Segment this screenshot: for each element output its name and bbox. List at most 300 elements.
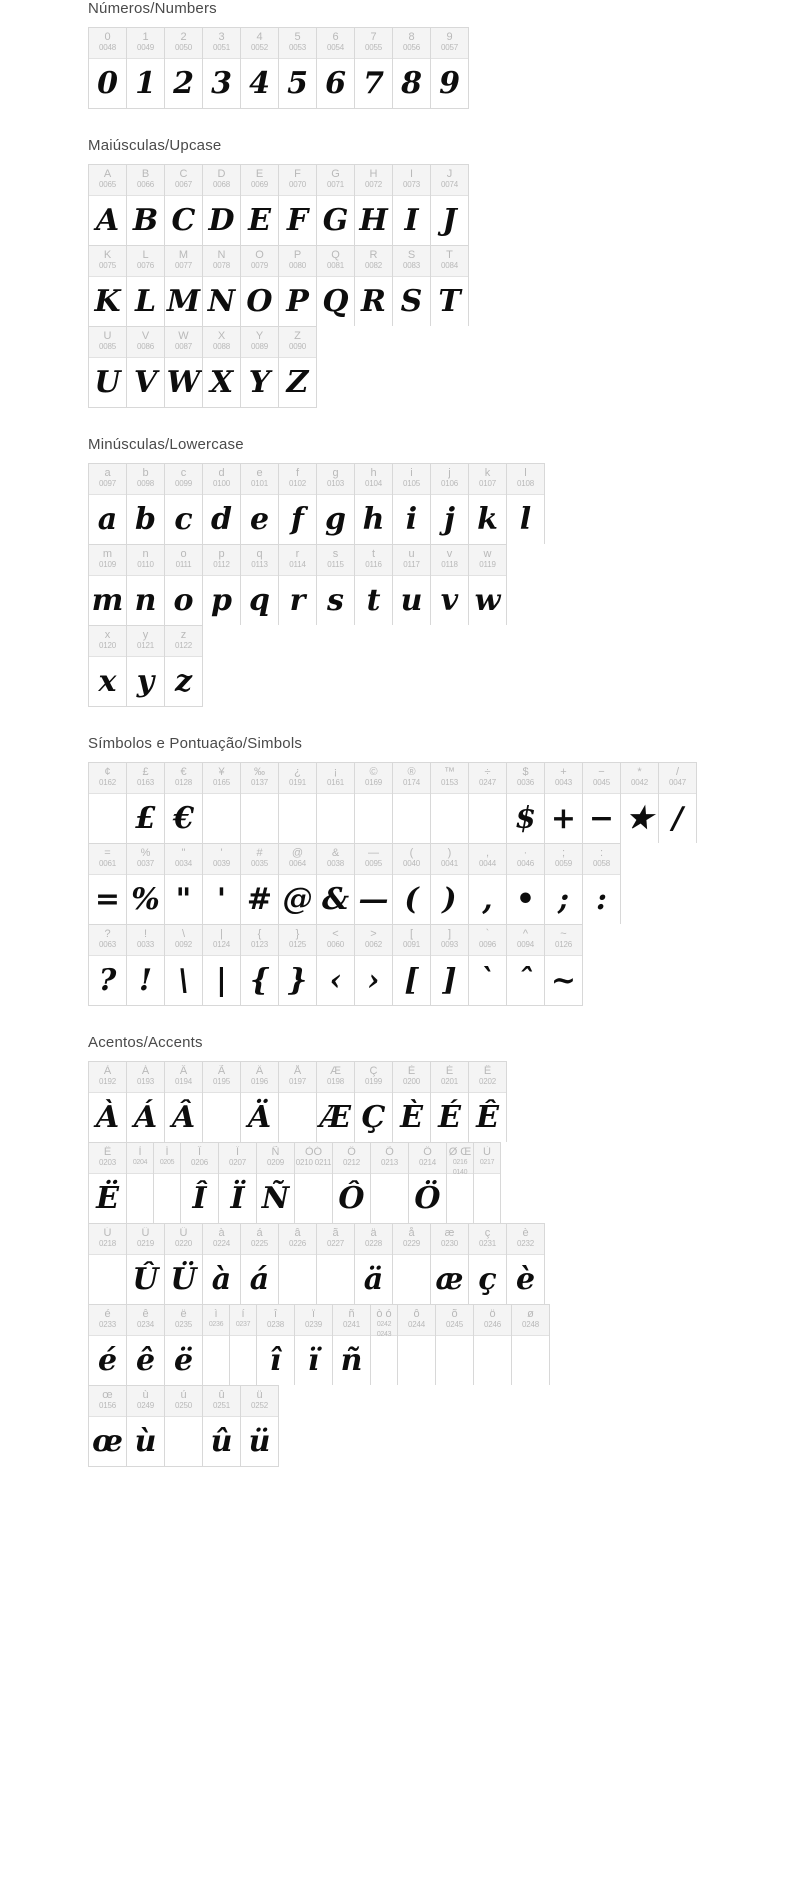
glyph-char-label: ‰ — [254, 766, 265, 778]
glyph-cell[interactable] — [393, 28, 431, 108]
glyph-char-label: % — [140, 847, 151, 859]
glyph-char-label: J — [446, 168, 453, 180]
glyph-cell[interactable] — [545, 925, 583, 1005]
glyph-cell[interactable] — [165, 1305, 203, 1385]
glyph-cell[interactable] — [89, 327, 127, 407]
glyph-cell[interactable] — [355, 545, 393, 625]
glyph-cell-header — [203, 1224, 240, 1255]
glyph-cell-header — [165, 545, 202, 576]
glyph-cell[interactable] — [241, 844, 279, 924]
glyph-char-code: 0205 — [159, 1159, 175, 1166]
glyph-cell-header — [165, 327, 202, 358]
glyph-cell[interactable] — [295, 1305, 333, 1385]
glyph-cell[interactable] — [393, 1224, 431, 1304]
glyph-cell[interactable] — [165, 545, 203, 625]
glyph-cell[interactable] — [89, 165, 127, 245]
glyph-char-code: 0241 — [343, 1320, 360, 1329]
glyph-cell[interactable] — [165, 1062, 203, 1142]
glyph-char-code: 0237 — [235, 1321, 251, 1328]
glyph-char-code: 0079 — [251, 261, 268, 270]
glyph-cell-header — [203, 925, 240, 956]
glyph-char-code: 0098 — [137, 479, 154, 488]
glyph-sample: È — [400, 1099, 423, 1135]
glyph-cell-header — [165, 1305, 202, 1336]
glyph-char-code: 0114 — [289, 560, 306, 569]
glyph-cell[interactable] — [203, 327, 241, 407]
glyph-cell-header — [507, 1224, 544, 1255]
glyph-sample: Â — [171, 1099, 196, 1135]
glyph-cell[interactable] — [154, 1143, 181, 1223]
glyph-cell[interactable] — [127, 28, 165, 108]
glyph-char-label: Ï — [235, 1146, 240, 1158]
glyph-sample: ? — [98, 962, 117, 998]
glyph-char-label: H — [369, 168, 378, 180]
glyph-char-code: 0191 — [289, 778, 306, 787]
glyph-cell[interactable] — [127, 327, 165, 407]
glyph-cell[interactable] — [279, 763, 317, 843]
glyph-cell-header — [165, 1062, 202, 1093]
glyph-sample — [279, 1255, 316, 1304]
glyph-cell[interactable] — [165, 626, 203, 706]
glyph-cell[interactable] — [241, 925, 279, 1005]
glyph-cell[interactable] — [355, 165, 393, 245]
glyph-cell[interactable] — [127, 1143, 154, 1223]
glyph-cell[interactable] — [279, 545, 317, 625]
glyph-char-code: 0091 — [403, 940, 420, 949]
glyph-cell[interactable] — [279, 327, 317, 407]
glyph-char-label: Í — [165, 1146, 169, 1158]
glyph-cell-header — [89, 763, 126, 794]
glyph-cell[interactable] — [371, 1305, 398, 1385]
glyph-cell[interactable] — [355, 844, 393, 924]
glyph-cell[interactable] — [203, 165, 241, 245]
glyph-sample: o — [173, 582, 194, 618]
glyph-cell[interactable] — [333, 1305, 371, 1385]
glyph-char-label: − — [598, 766, 605, 778]
glyph-cell[interactable] — [469, 763, 507, 843]
glyph-char-code: 0080 — [289, 261, 306, 270]
glyph-char-label: B — [141, 168, 150, 180]
glyph-cell[interactable] — [203, 28, 241, 108]
glyph-cell[interactable] — [393, 246, 431, 326]
glyph-char-code: 0034 — [175, 859, 192, 868]
glyph-cell[interactable] — [165, 1386, 203, 1466]
glyph-cell-header — [545, 925, 582, 956]
glyph-cell[interactable] — [431, 1062, 469, 1142]
glyph-char-label: Y — [255, 330, 264, 342]
glyph-cell[interactable] — [165, 464, 203, 544]
glyph-cell[interactable] — [393, 925, 431, 1005]
glyph-sample: ' — [216, 881, 227, 917]
glyph-cell[interactable] — [165, 327, 203, 407]
glyph-cell[interactable] — [279, 844, 317, 924]
glyph-cell[interactable] — [409, 1143, 447, 1223]
glyph-cell[interactable] — [583, 763, 621, 843]
glyph-sample: ê — [135, 1342, 156, 1378]
glyph-cell[interactable] — [127, 165, 165, 245]
glyph-sample: s — [327, 582, 344, 618]
glyph-cell[interactable] — [241, 28, 279, 108]
glyph-cell[interactable] — [89, 626, 127, 706]
glyph-sample: m — [91, 582, 124, 618]
glyph-char-code: 0068 — [213, 180, 230, 189]
glyph-cell[interactable] — [317, 1224, 355, 1304]
glyph-cell[interactable] — [89, 1062, 127, 1142]
glyph-cell-header — [279, 327, 316, 358]
glyph-cell[interactable] — [317, 246, 355, 326]
glyph-sample: ) — [442, 881, 457, 917]
glyph-cell[interactable] — [203, 545, 241, 625]
glyph-cell-header — [447, 1143, 473, 1174]
glyph-cell[interactable] — [431, 844, 469, 924]
glyph-char-code: 0062 — [365, 940, 382, 949]
glyph-char-label: Ã — [217, 1065, 226, 1077]
glyph-cell[interactable] — [89, 1386, 127, 1466]
glyph-char-code: 0236 — [208, 1321, 224, 1328]
glyph-sample — [355, 794, 392, 843]
glyph-char-code: 0245 — [446, 1320, 463, 1329]
glyph-cell[interactable] — [474, 1143, 501, 1223]
glyph-cell-header — [474, 1305, 511, 1336]
glyph-cell[interactable] — [165, 165, 203, 245]
glyph-row — [88, 164, 469, 245]
glyph-cell[interactable] — [317, 28, 355, 108]
glyph-cell[interactable] — [219, 1143, 257, 1223]
glyph-cell[interactable] — [431, 545, 469, 625]
glyph-char-code: 0210 0211 — [295, 1158, 332, 1167]
glyph-cell[interactable] — [89, 246, 127, 326]
glyph-char-label: ë — [180, 1308, 187, 1320]
glyph-cell-header — [371, 1305, 397, 1336]
glyph-cell[interactable] — [317, 1062, 355, 1142]
glyph-cell[interactable] — [203, 844, 241, 924]
glyph-cell[interactable] — [507, 925, 545, 1005]
glyph-cell[interactable] — [241, 763, 279, 843]
glyph-sample: 5 — [287, 65, 308, 101]
glyph-char-code: 0053 — [289, 43, 306, 52]
glyph-cell[interactable] — [127, 1224, 165, 1304]
glyph-sample: Æ — [319, 1099, 352, 1135]
glyph-cell[interactable] — [127, 1062, 165, 1142]
glyph-char-label: Æ — [330, 1065, 341, 1077]
glyph-cell[interactable] — [469, 545, 507, 625]
glyph-cell[interactable] — [279, 464, 317, 544]
glyph-cell[interactable] — [203, 1224, 241, 1304]
glyph-cell[interactable] — [474, 1305, 512, 1385]
glyph-char-code: 0235 — [175, 1320, 192, 1329]
glyph-char-label: ÷ — [484, 766, 491, 778]
glyph-cell[interactable] — [127, 844, 165, 924]
glyph-cell[interactable] — [371, 1143, 409, 1223]
glyph-cell[interactable] — [279, 1224, 317, 1304]
glyph-cell-header — [409, 1143, 446, 1174]
glyph-cell[interactable] — [431, 165, 469, 245]
glyph-cell[interactable] — [393, 763, 431, 843]
glyph-cell[interactable] — [393, 545, 431, 625]
glyph-char-code: 0192 — [99, 1077, 116, 1086]
glyph-cell[interactable] — [165, 763, 203, 843]
glyph-cell[interactable] — [317, 844, 355, 924]
glyph-sample: u — [400, 582, 423, 618]
glyph-cell[interactable] — [333, 1143, 371, 1223]
glyph-cell[interactable] — [241, 1224, 279, 1304]
glyph-cell[interactable] — [393, 464, 431, 544]
glyph-cell[interactable] — [89, 763, 127, 843]
glyph-cell[interactable] — [230, 1305, 257, 1385]
glyph-cell[interactable] — [89, 925, 127, 1005]
glyph-cell[interactable] — [165, 925, 203, 1005]
glyph-cell-header — [371, 1143, 408, 1174]
glyph-sample: V — [133, 364, 158, 400]
glyph-cell[interactable] — [355, 925, 393, 1005]
glyph-cell[interactable] — [317, 165, 355, 245]
glyph-cell[interactable] — [165, 844, 203, 924]
glyph-cell[interactable] — [431, 464, 469, 544]
glyph-row — [88, 1061, 507, 1142]
glyph-cell[interactable] — [127, 246, 165, 326]
glyph-cell[interactable] — [89, 1143, 127, 1223]
glyph-char-code: 0039 — [213, 859, 230, 868]
glyph-cell[interactable] — [241, 545, 279, 625]
glyph-char-code: 0203 — [99, 1158, 116, 1167]
glyph-rows — [0, 27, 800, 109]
glyph-cell[interactable] — [181, 1143, 219, 1223]
glyph-char-label: ç — [484, 1227, 491, 1239]
glyph-sample: y — [136, 663, 155, 699]
glyph-char-label: x — [104, 629, 111, 641]
glyph-char-label: Q — [331, 249, 340, 261]
glyph-cell[interactable] — [203, 925, 241, 1005]
glyph-cell[interactable] — [355, 763, 393, 843]
glyph-cell[interactable] — [393, 844, 431, 924]
glyph-cell[interactable] — [545, 844, 583, 924]
glyph-sample: 9 — [439, 65, 460, 101]
glyph-cell[interactable] — [355, 246, 393, 326]
glyph-cell[interactable] — [507, 1224, 545, 1304]
glyph-char-label: õ — [451, 1308, 458, 1320]
glyph-char-label: ö — [489, 1308, 496, 1320]
glyph-cell-header — [230, 1305, 256, 1336]
glyph-cell-header — [436, 1305, 473, 1336]
glyph-cell[interactable] — [127, 464, 165, 544]
glyph-char-code: 0076 — [137, 261, 154, 270]
glyph-cell-header — [317, 925, 354, 956]
glyph-char-code: 0050 — [175, 43, 192, 52]
glyph-char-label: K — [103, 249, 112, 261]
glyph-cell[interactable] — [241, 246, 279, 326]
glyph-char-code: 0052 — [251, 43, 268, 52]
glyph-char-code: 0199 — [365, 1077, 382, 1086]
glyph-cell[interactable] — [469, 1062, 507, 1142]
glyph-cell[interactable] — [241, 464, 279, 544]
glyph-cell[interactable] — [279, 1062, 317, 1142]
glyph-cell[interactable] — [393, 1062, 431, 1142]
glyph-cell[interactable] — [203, 763, 241, 843]
glyph-cell[interactable] — [165, 1224, 203, 1304]
glyph-char-code: 0174 — [403, 778, 420, 787]
glyph-cell[interactable] — [431, 763, 469, 843]
glyph-sample: X — [209, 364, 234, 400]
glyph-cell-header — [89, 165, 126, 196]
glyph-cell[interactable] — [203, 1305, 230, 1385]
glyph-cell[interactable] — [317, 925, 355, 1005]
glyph-cell[interactable] — [355, 1224, 393, 1304]
glyph-sample — [393, 794, 430, 843]
glyph-char-code: 0054 — [327, 43, 344, 52]
glyph-cell[interactable] — [89, 545, 127, 625]
glyph-sample — [469, 794, 506, 843]
glyph-cell[interactable] — [241, 1386, 279, 1466]
glyph-cell[interactable] — [317, 464, 355, 544]
glyph-cell-header — [127, 844, 164, 875]
glyph-cell[interactable] — [127, 626, 165, 706]
glyph-cell[interactable] — [393, 165, 431, 245]
glyph-cell-header — [279, 925, 316, 956]
glyph-cell[interactable] — [431, 1224, 469, 1304]
glyph-cell[interactable] — [203, 464, 241, 544]
glyph-cell-header — [279, 165, 316, 196]
glyph-cell[interactable] — [469, 844, 507, 924]
glyph-cell[interactable] — [89, 1224, 127, 1304]
glyph-cell[interactable] — [355, 464, 393, 544]
glyph-cell[interactable] — [583, 844, 621, 924]
glyph-sample — [317, 794, 354, 843]
glyph-cell[interactable] — [447, 1143, 474, 1223]
glyph-char-code: 0193 — [137, 1077, 154, 1086]
glyph-cell[interactable] — [127, 925, 165, 1005]
glyph-cell[interactable] — [127, 545, 165, 625]
glyph-cell[interactable] — [127, 1305, 165, 1385]
glyph-cell[interactable] — [241, 1062, 279, 1142]
glyph-cell-header — [431, 763, 468, 794]
glyph-cell-header — [583, 844, 620, 875]
glyph-cell[interactable] — [469, 1224, 507, 1304]
glyph-char-code: 0124 — [213, 940, 230, 949]
glyph-cell[interactable] — [512, 1305, 550, 1385]
glyph-cell-header — [279, 464, 316, 495]
glyph-cell-header — [295, 1305, 332, 1336]
glyph-sample: 8 — [401, 65, 422, 101]
glyph-sample: 6 — [325, 65, 346, 101]
glyph-cell[interactable] — [398, 1305, 436, 1385]
glyph-cell[interactable] — [469, 925, 507, 1005]
glyph-char-label: + — [560, 766, 567, 778]
glyph-cell[interactable] — [165, 246, 203, 326]
glyph-cell[interactable] — [89, 464, 127, 544]
glyph-cell-header — [317, 246, 354, 277]
glyph-cell[interactable] — [431, 925, 469, 1005]
glyph-cell[interactable] — [431, 246, 469, 326]
glyph-cell[interactable] — [127, 1386, 165, 1466]
glyph-sample: c — [174, 501, 193, 537]
glyph-char-code: 0066 — [137, 180, 154, 189]
glyph-sample — [393, 1255, 430, 1304]
glyph-cell[interactable] — [279, 925, 317, 1005]
glyph-cell[interactable] — [659, 763, 697, 843]
glyph-cell[interactable] — [507, 464, 545, 544]
glyph-cell[interactable] — [507, 844, 545, 924]
glyph-char-code: 0055 — [365, 43, 382, 52]
glyph-row — [88, 27, 469, 109]
glyph-cell[interactable] — [469, 464, 507, 544]
glyph-cell[interactable] — [89, 844, 127, 924]
glyph-cell[interactable] — [295, 1143, 333, 1223]
glyph-cell[interactable] — [203, 1062, 241, 1142]
glyph-char-code: 0069 — [251, 180, 268, 189]
glyph-sample: z — [174, 663, 193, 699]
glyph-char-label: ù — [142, 1389, 149, 1401]
glyph-cell[interactable] — [431, 28, 469, 108]
glyph-cell[interactable] — [279, 246, 317, 326]
glyph-char-code: 0165 — [213, 778, 230, 787]
glyph-char-code: 0251 — [213, 1401, 230, 1410]
glyph-char-code: 0225 — [251, 1239, 268, 1248]
glyph-cell[interactable] — [621, 763, 659, 843]
glyph-cell[interactable] — [241, 165, 279, 245]
section-title: Acentos/Accents — [88, 1034, 203, 1051]
glyph-cell[interactable] — [127, 763, 165, 843]
glyph-cell[interactable] — [279, 28, 317, 108]
glyph-char-label: É — [445, 1065, 454, 1077]
glyph-cell-header — [295, 1143, 332, 1174]
glyph-cell[interactable] — [317, 763, 355, 843]
glyph-sample — [474, 1174, 500, 1223]
glyph-cell-header — [333, 1305, 370, 1336]
glyph-char-code: 0065 — [99, 180, 116, 189]
glyph-sample: B — [132, 202, 159, 238]
glyph-char-label: u — [408, 548, 415, 560]
glyph-cell[interactable] — [203, 1386, 241, 1466]
glyph-cell[interactable] — [89, 1305, 127, 1385]
glyph-char-label: ü — [256, 1389, 263, 1401]
glyph-cell[interactable] — [165, 28, 203, 108]
glyph-sample — [371, 1336, 397, 1385]
glyph-cell[interactable] — [355, 28, 393, 108]
glyph-char-label: b — [142, 467, 149, 479]
glyph-char-code: 0063 — [99, 940, 116, 949]
glyph-char-code: 0044 — [479, 859, 496, 868]
glyph-char-code: 0035 — [251, 859, 268, 868]
glyph-char-code: 0051 — [213, 43, 230, 52]
glyph-char-code: 0077 — [175, 261, 192, 270]
glyph-char-code: 0153 — [441, 778, 458, 787]
glyph-cell[interactable] — [317, 545, 355, 625]
glyph-cell-header — [393, 165, 430, 196]
glyph-char-label: £ — [142, 766, 149, 778]
glyph-char-label: y — [142, 629, 149, 641]
glyph-sample: E — [248, 202, 271, 238]
glyph-cell[interactable] — [257, 1305, 295, 1385]
glyph-char-code: 0214 — [419, 1158, 436, 1167]
glyph-cell[interactable] — [355, 1062, 393, 1142]
glyph-char-label: ¿ — [294, 766, 301, 778]
glyph-cell[interactable] — [279, 165, 317, 245]
glyph-char-label: ^ — [522, 928, 529, 940]
glyph-cell[interactable] — [436, 1305, 474, 1385]
glyph-char-code: 0194 — [175, 1077, 192, 1086]
glyph-row — [88, 1304, 550, 1385]
glyph-cell[interactable] — [507, 763, 545, 843]
glyph-cell[interactable] — [241, 327, 279, 407]
glyph-sample: v — [440, 582, 459, 618]
glyph-cell[interactable] — [257, 1143, 295, 1223]
glyph-cell[interactable] — [545, 763, 583, 843]
glyph-cell-header — [127, 545, 164, 576]
glyph-cell[interactable] — [203, 246, 241, 326]
glyph-char-code: 0217 — [479, 1159, 495, 1166]
glyph-sample: è — [515, 1261, 536, 1297]
glyph-cell[interactable] — [89, 28, 127, 108]
